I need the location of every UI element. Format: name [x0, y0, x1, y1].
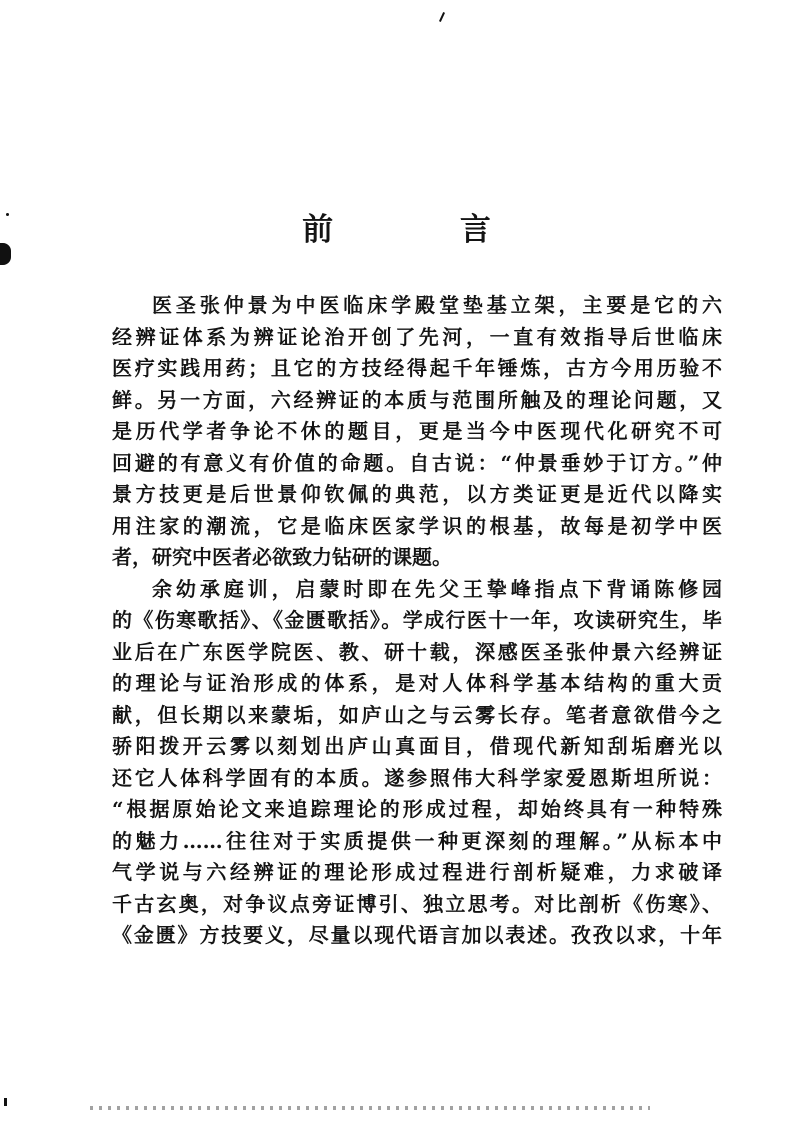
text-line: 还它人体科学固有的本质。遂参照伟大科学家爱恩斯坦所说：: [112, 765, 722, 790]
text-line: 医疗实践用药；且它的方技经得起千年锤炼，古方今用历验不: [112, 356, 722, 380]
text-line: 《金匮》方技要义，尽量以现代语言加以表述。孜孜以求，十年: [112, 923, 722, 947]
text-line: 气学说与六经辨证的理论形成过程进行剖析疑难，力求破译: [112, 860, 722, 884]
scan-speck: [439, 12, 445, 22]
paragraph-1: [112, 290, 722, 574]
scan-speck: [4, 1098, 7, 1106]
scan-noise-strip: [90, 1106, 650, 1110]
text-line: 余幼承庭训，启蒙时即在先父王挚峰指点下背诵陈修园: [152, 576, 722, 601]
preface-body: [112, 290, 722, 952]
text-line: 骄阳拨开云雾以刻划出庐山真面目，借现代新知刮垢磨光以: [112, 734, 722, 758]
text-line: 景方技更是后世景仰钦佩的典范，以方类证更是近代以降实: [112, 482, 722, 506]
paragraph-2: [112, 574, 722, 952]
page-title: 前 言: [302, 212, 549, 248]
text-line: 医圣张仲景为中医临床学殿堂垫基立架，主要是它的六: [152, 293, 722, 317]
text-line: 献，但长期以来蒙垢，如庐山之与云雾长存。笔者意欲借今之: [112, 702, 722, 727]
text-line: “根据原始论文来追踪理论的形成过程，却始终具有一种特殊: [112, 797, 722, 821]
text-line: 是历代学者争论不休的题目，更是当今中医现代化研究不可: [112, 419, 722, 443]
text-line: 鲜。另一方面，六经辨证的本质与范围所触及的理论问题，又: [112, 387, 722, 412]
text-line: 的理论与证治形成的体系，是对人体科学基本结构的重大贡: [112, 671, 722, 695]
text-line: 千古玄奥，对争议点旁证博引、独立思考。对比剖析《伤寒》、: [112, 891, 722, 916]
text-line: 用注家的潮流，它是临床医家学识的根基，故每是初学中医: [112, 513, 722, 538]
text-line: 回避的有意义有价值的命题。自古说：“仲景垂妙于订方。”仲: [112, 450, 722, 475]
text-line: 业后在广东医学院医、教、研十载，深感医圣张仲景六经辨证: [112, 639, 722, 664]
text-line: 的魅力……往往对于实质提供一种更深刻的理解。”从标本中: [112, 828, 722, 853]
text-line: 经辨证体系为辨证论治开创了先河，一直有效指导后世临床: [112, 324, 722, 349]
text-line: 者，研究中医者必欲致力钻研的课题。: [112, 545, 452, 569]
text-line: 的《伤寒歌括》、《金匮歌括》。学成行医十一年，攻读研究生，毕: [112, 608, 722, 632]
